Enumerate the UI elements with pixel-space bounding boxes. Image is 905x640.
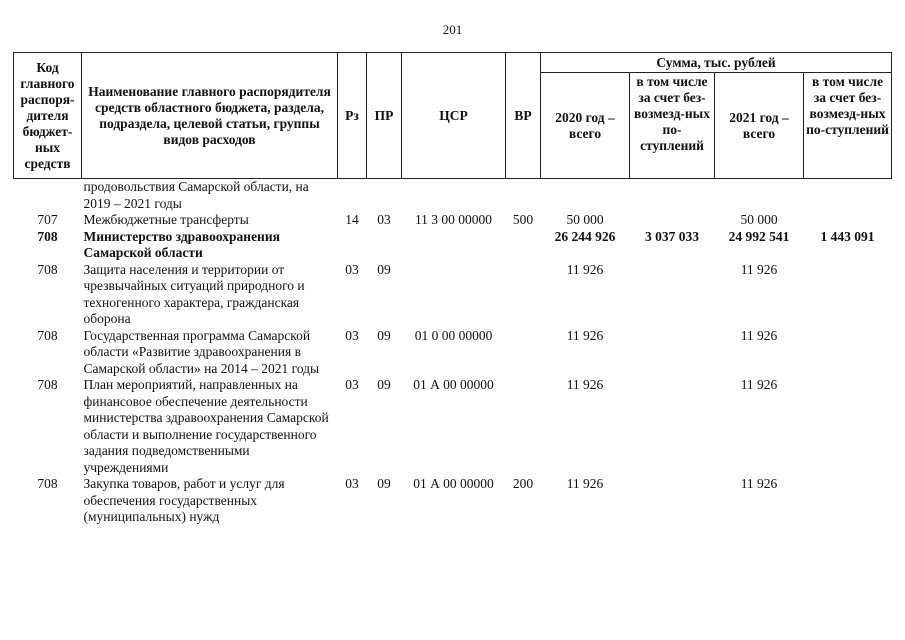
table-body <box>14 179 892 526</box>
cell-code: 708 <box>37 377 58 392</box>
cell-csr <box>402 179 506 213</box>
cell-rz: 03 <box>345 261 359 277</box>
cell-code: 708 <box>37 261 58 277</box>
cell-2021-total: 24 992 541 <box>728 228 790 244</box>
cell-vr <box>506 377 541 476</box>
cell-name: Защита населения и территории от чрезвычайных ситуаций природного и техногенного характера, гражданская оборона <box>83 261 305 326</box>
cell-2021-free <box>804 328 892 378</box>
cell-2021-total: 11 926 <box>740 377 778 392</box>
header-2021-total: 2021 год – всего <box>715 73 804 179</box>
header-pr: ПР <box>367 53 402 179</box>
cell-2020-total: 11 926 <box>566 327 604 343</box>
cell-2020-free <box>630 328 715 378</box>
cell-2020-total <box>541 179 630 213</box>
cell-vr <box>506 328 541 378</box>
table-row <box>14 328 892 378</box>
page-number: 201 <box>442 22 463 37</box>
cell-csr: 01 А 00 00000 <box>413 476 494 491</box>
cell-pr: 09 <box>377 476 391 491</box>
header-sum: Сумма, тыс. рублей <box>541 53 892 73</box>
cell-2020-total: 50 000 <box>566 212 604 227</box>
cell-2021-total: 11 926 <box>740 327 778 343</box>
cell-rz <box>338 229 367 262</box>
cell-vr <box>506 262 541 328</box>
cell-2020-total: 11 926 <box>566 377 604 392</box>
cell-2020-free <box>630 212 715 229</box>
cell-2021-free <box>804 262 892 328</box>
cell-2021-total <box>715 179 804 213</box>
table-row <box>14 229 892 262</box>
header-2021-free: в том числе за счет без-возмезд-ных по-ступлений <box>804 73 892 179</box>
cell-code <box>14 179 82 213</box>
cell-name: План мероприятий, направленных на финансовое обеспечение деятельности министерства здравоохранения Самарской области и выполнение государственного задания подведомственными учреждениями <box>83 377 329 475</box>
cell-2021-free: 1 443 091 <box>820 228 875 244</box>
table-row <box>14 262 892 328</box>
cell-rz: 03 <box>345 377 359 392</box>
cell-code: 707 <box>37 212 58 227</box>
table-row <box>14 476 892 526</box>
cell-csr: 01 0 00 00000 <box>414 327 493 343</box>
cell-vr: 500 <box>512 212 534 227</box>
cell-2020-free <box>630 476 715 526</box>
cell-pr: 09 <box>377 261 391 277</box>
header-code: Код главного распоря-дителя бюджет-ных средств <box>14 53 82 179</box>
header-rz: Рз <box>338 53 367 179</box>
cell-code: 708 <box>37 327 58 343</box>
table-row <box>14 179 892 213</box>
cell-2020-free <box>630 179 715 213</box>
cell-code: 708 <box>37 228 58 244</box>
cell-rz: 14 <box>345 212 359 227</box>
table-header <box>14 53 892 179</box>
table-row <box>14 212 892 229</box>
cell-csr <box>402 229 506 262</box>
header-csr: ЦСР <box>402 53 506 179</box>
cell-csr: 01 А 00 00000 <box>413 377 494 392</box>
table-row <box>14 377 892 476</box>
cell-2021-free <box>804 476 892 526</box>
cell-2020-free <box>630 377 715 476</box>
cell-csr <box>402 262 506 328</box>
cell-vr <box>506 229 541 262</box>
cell-rz: 03 <box>345 327 359 343</box>
cell-rz: 03 <box>345 476 359 491</box>
cell-2020-free: 3 037 033 <box>645 228 699 244</box>
cell-name: Министерство здравоохранения Самарской области <box>83 228 280 260</box>
cell-name: Государственная программа Самарской области «Развитие здравоохранения в Самарской области» на 2014 – 2021 годы <box>83 327 320 376</box>
cell-vr <box>506 179 541 213</box>
header-2020-free: в том числе за счет без-возмезд-ных по-ступлений <box>630 73 715 179</box>
cell-vr: 200 <box>512 476 534 491</box>
cell-name: Межбюджетные трансферты <box>83 212 249 227</box>
cell-2021-free <box>804 179 892 213</box>
cell-name: продовольствия Самарской области, на 2019 – 2021 годы <box>83 179 309 211</box>
cell-rz <box>338 179 367 213</box>
header-name: Наименование главного распорядителя средств областного бюджета, раздела, подраздела, целевой статьи, группы видов расходов <box>82 53 338 179</box>
cell-pr: 09 <box>377 377 391 392</box>
cell-pr: 09 <box>377 327 391 343</box>
header-vr: ВР <box>506 53 541 179</box>
header-2020-total: 2020 год – всего <box>541 73 630 179</box>
budget-table <box>13 52 892 526</box>
cell-2021-free <box>804 212 892 229</box>
cell-pr: 03 <box>377 212 391 227</box>
cell-2020-total: 26 244 926 <box>554 228 616 244</box>
cell-pr <box>367 179 402 213</box>
cell-2020-total: 11 926 <box>566 261 604 277</box>
cell-2021-total: 11 926 <box>740 476 778 491</box>
cell-2020-free <box>630 262 715 328</box>
cell-code: 708 <box>37 476 58 491</box>
cell-name: Закупка товаров, работ и услуг для обеспечения государственных (муниципальных) нужд <box>83 476 285 524</box>
cell-2021-total: 50 000 <box>740 212 778 227</box>
cell-pr <box>367 229 402 262</box>
cell-csr: 11 3 00 00000 <box>414 212 493 227</box>
cell-2021-total: 11 926 <box>740 261 778 277</box>
cell-2021-free <box>804 377 892 476</box>
cell-2020-total: 11 926 <box>566 476 604 491</box>
